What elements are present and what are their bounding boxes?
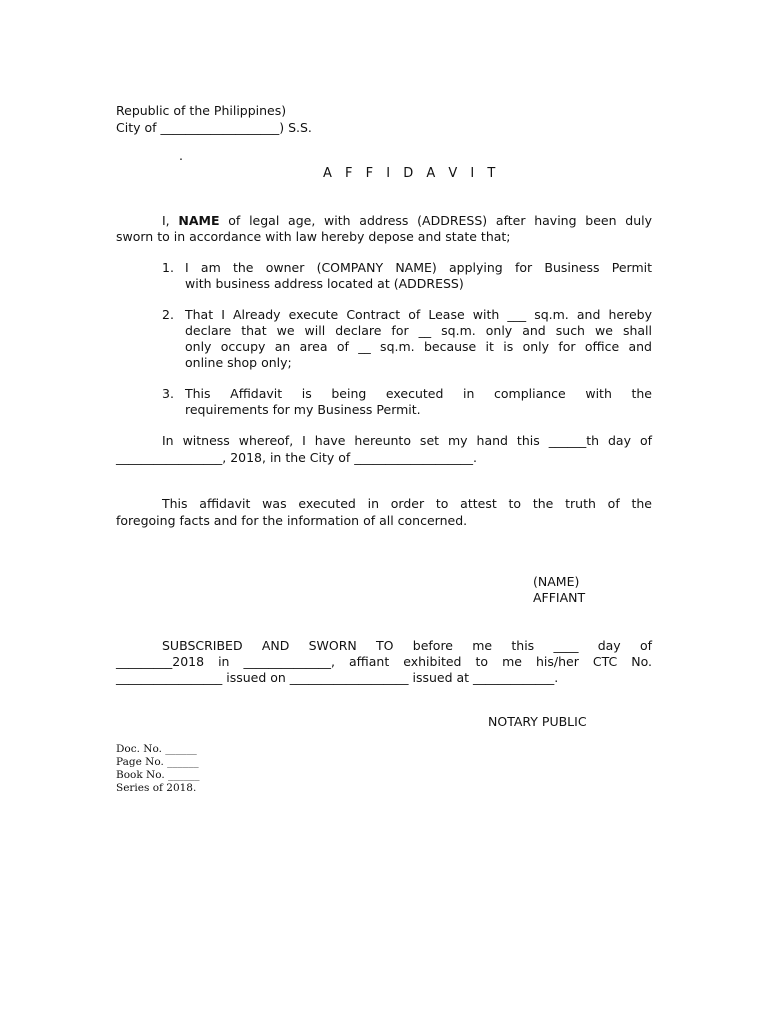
item-line: only occupy an area of __ sq.m. because it is only for office and xyxy=(185,339,652,354)
notary-public: NOTARY PUBLIC xyxy=(488,714,587,729)
jurat-line-3: _________________ issued on ___________________ issued at _____________. xyxy=(116,670,559,685)
item-line: declare that we will declare for __ sq.m. only and such we shall xyxy=(185,323,652,338)
witness-line-1: In witness whereof, I have hereunto set my hand this ______th day of xyxy=(162,433,652,448)
signature-name: (NAME) xyxy=(533,574,580,589)
affiant-name: NAME xyxy=(178,213,220,228)
intro-line-1 xyxy=(162,213,652,229)
intro-rest: of legal age, with address (ADDRESS) after having been duly xyxy=(219,213,652,228)
item-line: That I Already execute Contract of Lease with ___ sq.m. and hereby xyxy=(185,307,652,322)
item-number: 2. xyxy=(162,307,174,322)
item-line: This Affidavit is being executed in compliance with the xyxy=(185,386,652,401)
list-item-3 xyxy=(162,386,652,418)
jurat-line-2: _________2018 in ______________, affiant exhibited to me his/her CTC No. xyxy=(116,654,652,669)
item-line: online shop only; xyxy=(185,355,292,370)
record-doc-no: Doc. No. ______ xyxy=(116,743,197,755)
stray-dot: . xyxy=(179,148,183,163)
venue-city: City of ___________________) S.S. xyxy=(116,120,312,135)
record-book-no: Book No. ______ xyxy=(116,769,200,781)
list-item-1 xyxy=(162,260,652,292)
list-item-2 xyxy=(162,307,652,371)
witness-line-2: _________________, 2018, in the City of ___________________. xyxy=(116,450,478,465)
jurat-line-1: SUBSCRIBED AND SWORN TO before me this ____ day of xyxy=(162,638,652,653)
item-line: requirements for my Business Permit. xyxy=(185,402,421,417)
attest-line-2: foregoing facts and for the information of all concerned. xyxy=(116,513,468,528)
item-line: I am the owner (COMPANY NAME) applying for Business Permit xyxy=(185,260,652,275)
intro-line-2: sworn to in accordance with law hereby depose and state that; xyxy=(116,229,511,244)
signature-role: AFFIANT xyxy=(533,590,586,605)
record-series: Series of 2018. xyxy=(116,782,197,794)
document-title: A F F I D A V I T xyxy=(323,166,500,181)
venue-republic: Republic of the Philippines) xyxy=(116,103,287,118)
attest-line-1: This affidavit was executed in order to attest to the truth of the xyxy=(162,496,652,511)
intro-prefix: I, xyxy=(162,213,179,228)
item-number: 3. xyxy=(162,386,174,401)
item-line: with business address located at (ADDRESS) xyxy=(185,276,464,291)
item-number: 1. xyxy=(162,260,174,275)
record-page-no: Page No. ______ xyxy=(116,756,199,768)
